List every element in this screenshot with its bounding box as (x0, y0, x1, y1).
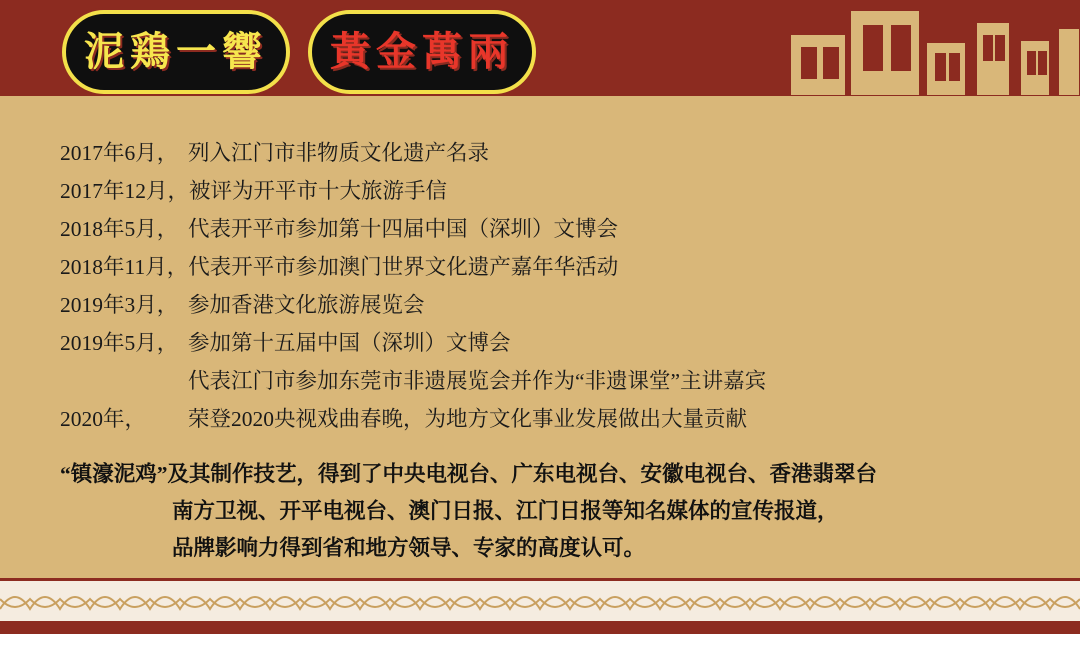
bottom-border-band (0, 578, 1080, 624)
closing-line-1: “镇濠泥鸡”及其制作技艺，得到了中央电视台、广东电视台、安徽电视台、香港翡翠台 (60, 462, 878, 486)
timeline-row (60, 324, 1020, 362)
timeline-text: 代表开平市参加澳门世界文化遗产嘉年华活动 (188, 255, 619, 279)
timeline-text: 参加香港文化旅游展览会 (188, 293, 425, 317)
timeline-row (60, 134, 1020, 172)
timeline-row (60, 248, 1020, 286)
timeline-row (60, 286, 1020, 324)
timeline-text: 被评为开平市十大旅游手信 (189, 179, 448, 203)
timeline-text: 代表开平市参加第十四届中国（深圳）文博会 (188, 217, 619, 241)
skyline-decoration (780, 0, 1080, 96)
timeline-date: 2018年5月， (60, 217, 179, 241)
badge-left-text: 泥鶏一響 (84, 29, 268, 74)
title-badges (62, 10, 536, 94)
timeline-row (60, 172, 1020, 210)
content-area (0, 96, 1080, 578)
timeline-text: 列入江门市非物质文化遗产名录 (188, 141, 490, 165)
timeline-text: 代表江门市参加东莞市非遗展览会并作为“非遗课堂”主讲嘉宾 (188, 369, 767, 393)
timeline-row (60, 210, 1020, 248)
timeline-row (60, 400, 1020, 438)
badge-left (62, 10, 290, 94)
badge-right (308, 10, 536, 94)
closing-paragraph (60, 456, 1020, 567)
timeline-date: 2017年6月， (60, 141, 179, 165)
spacer (60, 438, 1020, 444)
closing-line-2: 南方卫视、开平电视台、澳门日报、江门日报等知名媒体的宣传报道， (172, 499, 839, 523)
timeline-date: 2017年12月， (60, 179, 190, 203)
closing-line-3: 品牌影响力得到省和地方领导、专家的高度认可。 (172, 536, 646, 560)
timeline-date: 2020年， (60, 407, 147, 431)
bottom-ornament-area (0, 578, 1080, 646)
badge-right-text: 黃金萬兩 (330, 29, 514, 74)
timeline-date: 2018年11月， (60, 255, 189, 279)
timeline-row-continuation (60, 362, 1020, 400)
bottom-accent-strip (0, 624, 1080, 634)
timeline-text: 荣登2020央视戏曲春晚，为地方文化事业发展做出大量贡献 (188, 407, 748, 431)
timeline-date: 2019年3月， (60, 293, 179, 317)
timeline-text: 参加第十五届中国（深圳）文博会 (188, 331, 511, 355)
timeline-date: 2019年5月， (60, 331, 179, 355)
